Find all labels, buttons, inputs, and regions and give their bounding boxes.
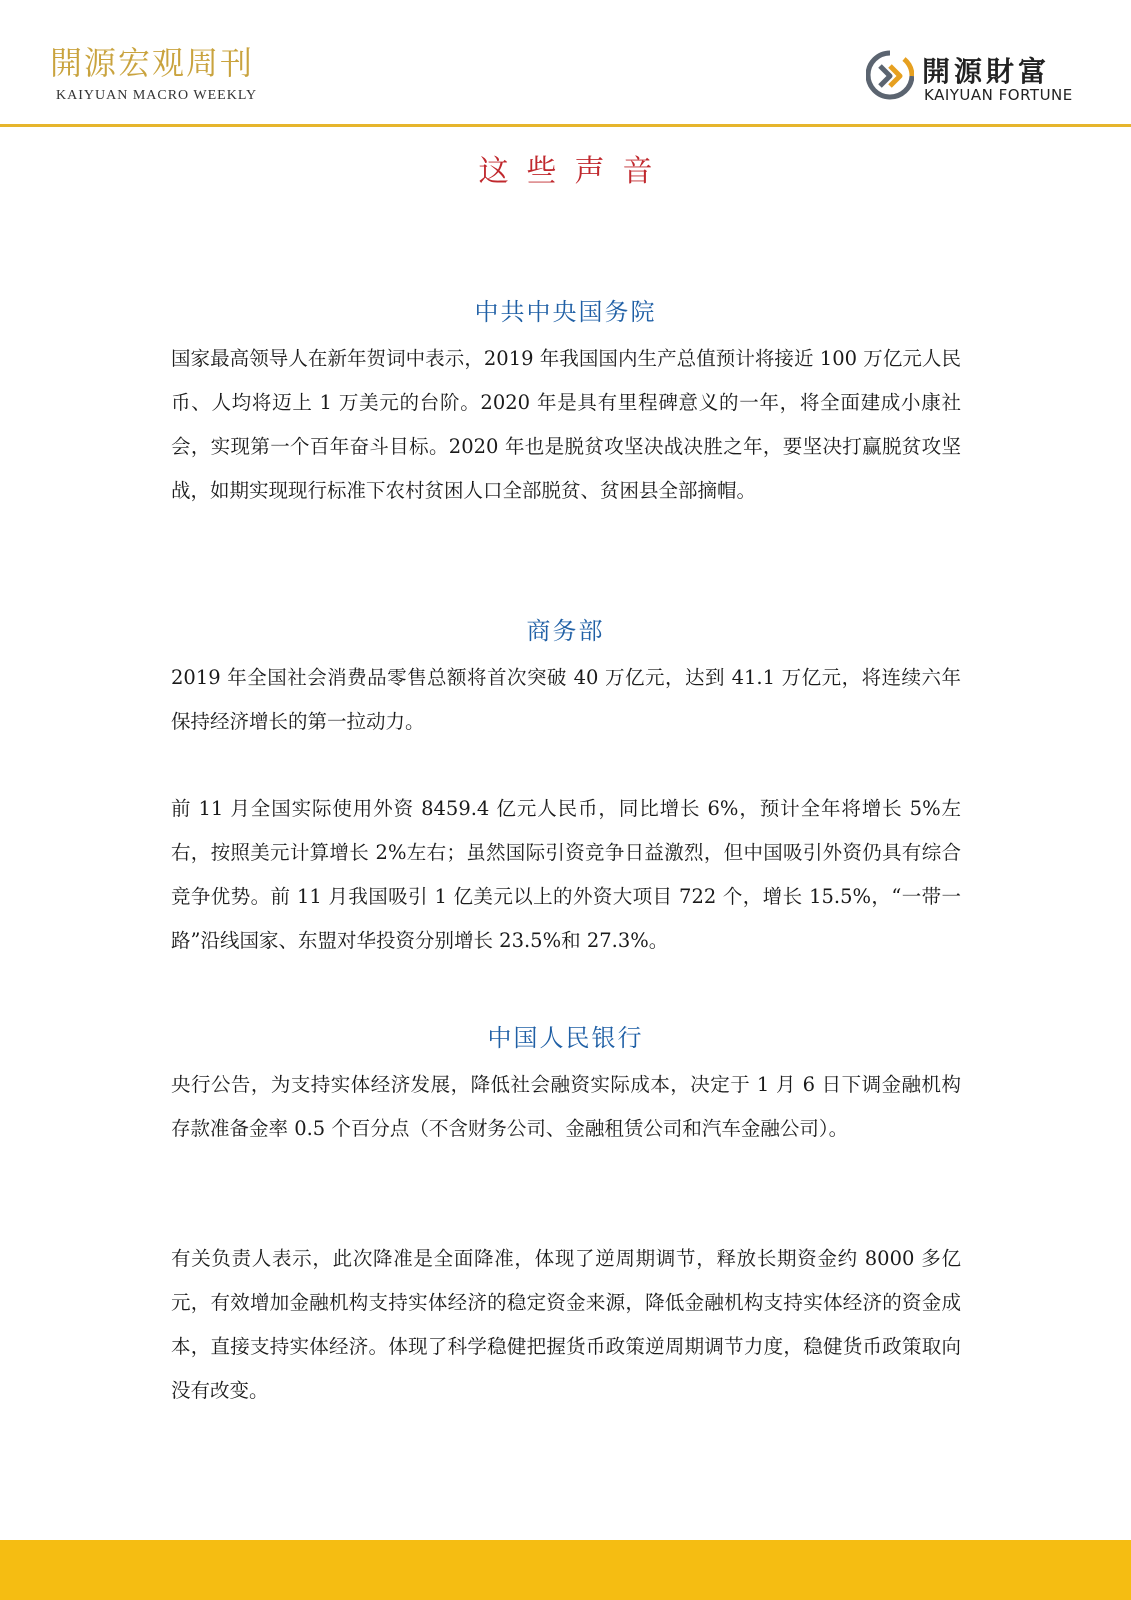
publication-title: 開源宏观周刊	[50, 44, 255, 82]
page-title: 这些声音	[478, 154, 671, 189]
section-heading-state-council: 中共中央国务院	[474, 298, 657, 326]
paragraph: 2019 年全国社会消费品零售总额将首次突破 40 万亿元，达到 41.1 万亿元，将连续六年保持经济增长的第一拉动力。	[171, 666, 961, 733]
company-logo	[866, 50, 1106, 105]
page-header	[0, 0, 1131, 126]
logo-text-en: KAIYUAN FORTUNE	[924, 86, 1073, 104]
section-heading-pboc: 中国人民银行	[487, 1024, 644, 1052]
paragraph: 有关负责人表示，此次降准是全面降准，体现了逆周期调节，释放长期资金约 8000 多亿元，有效增加金融机构支持实体经济的稳定资金来源，降低金融机构支持实体经济的资金成本，直接支持实体经济。体现了科学稳健把握货币政策逆周期调节力度，稳健货币政策取向没有改变。	[171, 1247, 961, 1402]
kaiyuan-logo-icon	[866, 50, 914, 102]
paragraph: 前 11 月全国实际使用外资 8459.4 亿元人民币，同比增长 6%，预计全年将增长 5%左右，按照美元计算增长 2%左右；虽然国际引资竞争日益激烈，但中国吸引外资仍具有综合竞争优势。前 11 月我国吸引 1 亿美元以上的外资大项目 722 个，增长 15.5%，“一带一路”沿线国家、东盟对华投资分别增长 23.5%和 27.3%。	[171, 797, 961, 952]
footer-bar	[0, 1540, 1131, 1600]
section-heading-mofcom: 商务部	[526, 617, 605, 645]
publication-subtitle: KAIYUAN MACRO WEEKLY	[56, 88, 258, 103]
paragraph: 国家最高领导人在新年贺词中表示，2019 年我国国内生产总值预计将接近 100 万亿元人民币、人均将迈上 1 万美元的台阶。2020 年是具有里程碑意义的一年，将全面建成小康社会，实现第一个百年奋斗目标。2020 年也是脱贫攻坚决战决胜之年，要坚决打赢脱贫攻坚战，如期实现现行标准下农村贫困人口全部脱贫、贫困县全部摘帽。	[171, 347, 961, 502]
paragraph: 央行公告，为支持实体经济发展，降低社会融资实际成本，决定于 1 月 6 日下调金融机构存款准备金率 0.5 个百分点（不含财务公司、金融租赁公司和汽车金融公司）。	[171, 1073, 961, 1140]
logo-text-cn: 開源財富	[922, 55, 1051, 88]
header-divider	[0, 124, 1131, 127]
